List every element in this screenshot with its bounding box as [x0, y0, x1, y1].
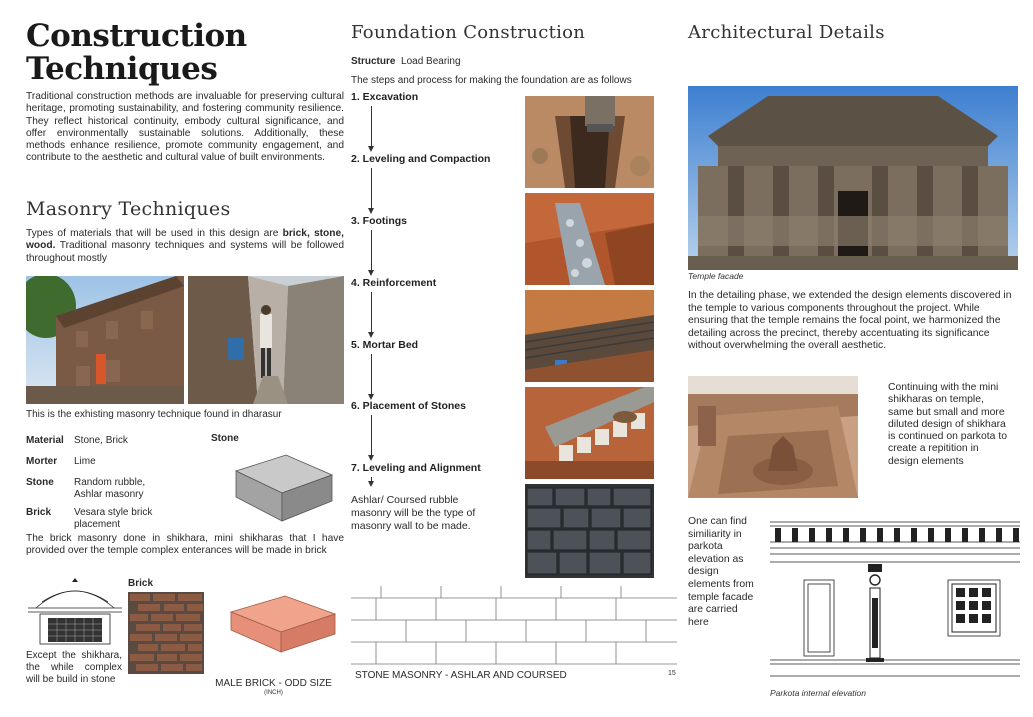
leveling-photo: [525, 193, 654, 285]
spec-row-brick: Brick Vesara style brick placement: [26, 507, 153, 530]
elevation-caption: Parkota internal elevation: [770, 688, 866, 698]
shikhara-drawing: [26, 578, 124, 651]
title-line-2: Techniques: [26, 51, 218, 87]
shikhara-text: Continuing with the mini shikharas on temple, same but small and more diluted design of shikhara is continued on parkota to create a repitition in design elements: [888, 382, 1007, 467]
mortar-bed-photo: [525, 387, 654, 479]
precinct-render-photo: [688, 376, 858, 498]
detail-paragraph: In the detailing phase, we extended the design elements discovered in the temple to various components throughout the project. While ensuring that the temple remains the focal point, we harmonized the detailing across the precinct, thereby accentuating its significance without overwhelming the overall aesthetic.: [688, 290, 1012, 352]
stone-placement-photo: [525, 484, 654, 578]
spec-row-material: Material Stone, Brick: [26, 435, 128, 446]
brick-heading: Brick: [128, 578, 154, 589]
masonry-photo-2: [188, 276, 344, 404]
brick-drawing: [225, 590, 343, 667]
foundation-closing: Ashlar/ Coursed rubble masonry will be the type of masonry wall to be made.: [351, 494, 476, 532]
brick-texture-photo: [128, 592, 204, 674]
step-arrow-head: [368, 332, 374, 338]
title-line-1: Construction: [26, 18, 247, 54]
step-arrow-line: [371, 230, 372, 272]
spec-row-stone: Stone Random rubble, Ashlar masonry: [26, 477, 146, 500]
step-arrow-head: [368, 208, 374, 214]
excavation-photo: [525, 96, 654, 188]
brick-caption: MALE BRICK - ODD SIZE (INCH): [215, 678, 332, 696]
spec-row-morter: Morter Lime: [26, 456, 96, 467]
step-arrow-line: [371, 292, 372, 334]
masonry-photo-1: [26, 276, 184, 404]
step-arrow-head: [368, 146, 374, 152]
step-1: 1. Excavation: [351, 91, 419, 103]
structure-line: Structure Load Bearing: [351, 56, 461, 67]
architectural-title: Architectural Details: [688, 22, 885, 43]
intro-paragraph: Traditional construction methods are invaluable for preserving cultural heritage, promoting sustainability, and fostering community resilience. They reflect historical continuity, embody cultural significance, and offer environmentally sustainable solutions. Additionally, these methods enhance resilience, promote community engagement, and contribute to the aesthetic and cultural value of built environments.: [26, 91, 344, 164]
masonry-intro: Types of materials that will be used in this design are brick, stone, wood. Traditional masonry techniques and systems will be followed throughout mostly: [26, 228, 345, 264]
step-4: 4. Reinforcement: [351, 277, 437, 289]
page-title: [26, 20, 326, 86]
masonry-caption: STONE MASONRY - ASHLAR AND COURSED: [355, 670, 567, 681]
facade-caption: Temple facade: [688, 271, 744, 281]
step-2: 2. Leveling and Compaction: [351, 153, 491, 165]
step-arrow-head: [368, 270, 374, 276]
stone-block-drawing: [228, 445, 338, 532]
stone-heading: Stone: [211, 433, 239, 444]
step-5: 5. Mortar Bed: [351, 339, 419, 351]
page-number: 15: [668, 670, 676, 677]
step-arrow-head: [368, 481, 374, 487]
foundation-intro: The steps and process for making the foundation are as follows: [351, 75, 632, 86]
except-text: Except the shikhara, the while complex will be build in stone: [26, 650, 122, 685]
photo-caption: This is the exhisting masonry technique found in dharasur: [26, 409, 282, 420]
step-arrow-line: [371, 354, 372, 396]
brick-masonry-text: The brick masonry done in shikhara, mini shikharas that I have provided over the temple complex enterances will be made in brick: [26, 533, 344, 557]
temple-facade-photo: [688, 86, 1018, 270]
spec-list: [26, 435, 206, 531]
step-arrow-line: [371, 106, 372, 148]
parkota-elevation-drawing: [770, 518, 1020, 693]
masonry-title: Masonry Techniques: [26, 198, 231, 220]
step-7: 7. Leveling and Alignment: [351, 462, 481, 474]
reinforcement-photo: [525, 290, 654, 382]
step-arrow-head: [368, 455, 374, 461]
step-arrow-line: [371, 168, 372, 210]
foundation-title: Foundation Construction: [351, 22, 586, 43]
step-6: 6. Placement of Stones: [351, 400, 466, 412]
similarity-text: One can find similiarity in parkota elevation as design elements from temple facade are carried here: [688, 516, 754, 628]
step-3: 3. Footings: [351, 215, 407, 227]
step-arrow-line: [371, 415, 372, 457]
ashlar-masonry-drawing: [351, 586, 677, 671]
